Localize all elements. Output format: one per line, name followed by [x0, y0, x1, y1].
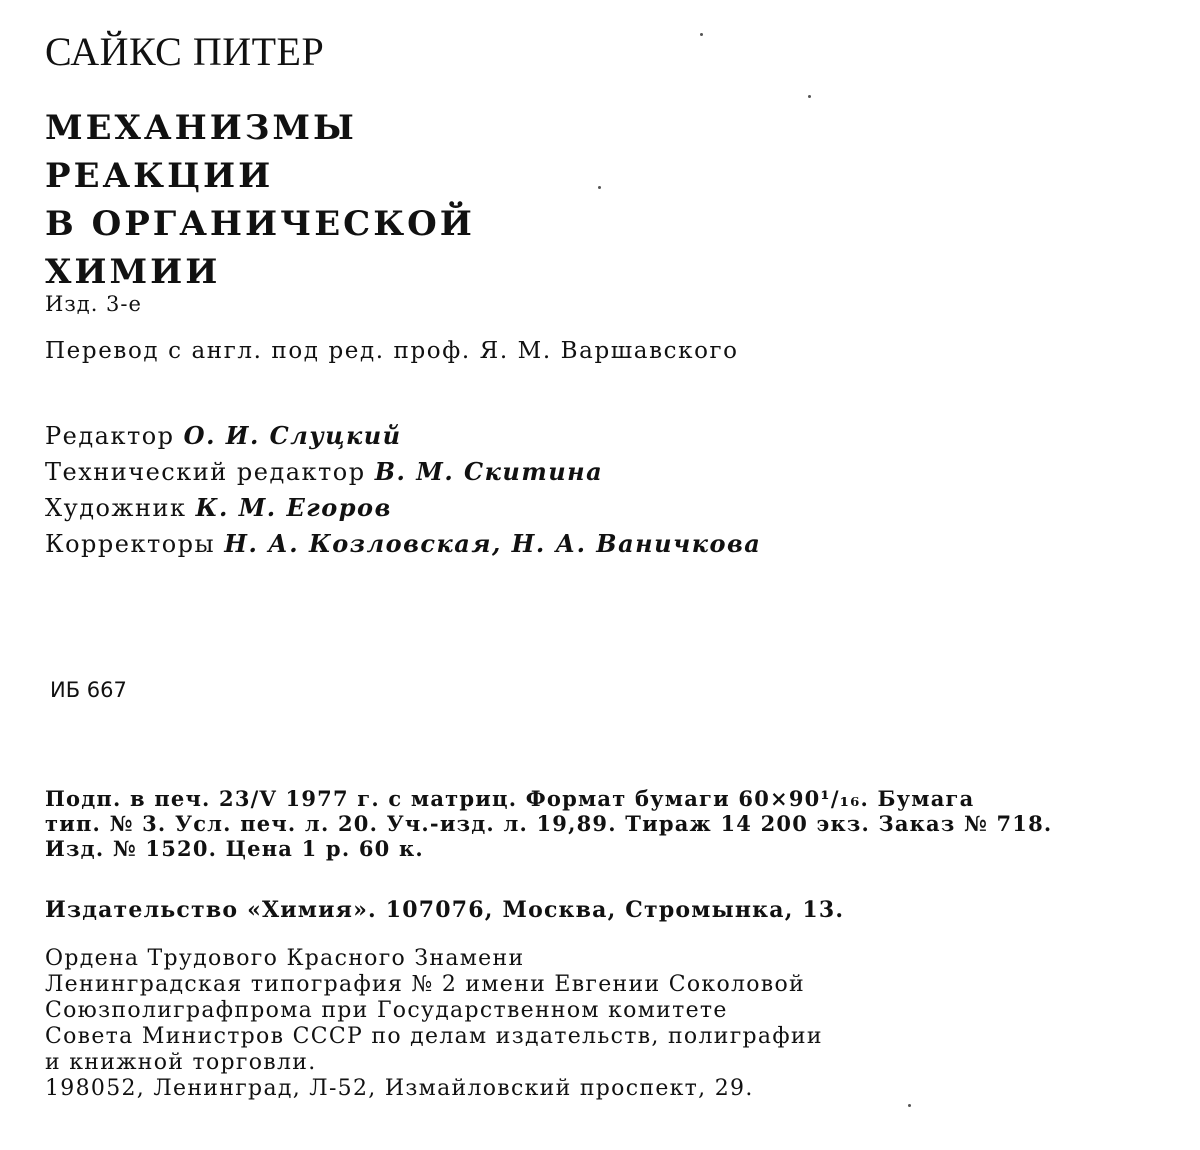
credit-name: О. И. Слуцкий: [183, 421, 402, 450]
title-line: РЕАКЦИИ: [45, 156, 274, 196]
imprint-line: Подп. в печ. 23/V 1977 г. с матриц. Формат бумаги 60×90¹/₁₆. Бумага: [45, 786, 975, 811]
title-line: В ОРГАНИЧЕСКОЙ: [45, 204, 475, 244]
ib-number: ИБ 667: [50, 678, 127, 702]
title-line: МЕХАНИЗМЫ: [45, 108, 357, 148]
scan-speck: [598, 186, 601, 189]
credit-name: Н. А. Козловская, Н. А. Ваничкова: [224, 529, 762, 558]
imprint-line: тип. № 3. Усл. печ. л. 20. Уч.-изд. л. 19,89. Тираж 14 200 экз. Заказ № 718.: [45, 811, 1053, 836]
title-line: ХИМИИ: [45, 252, 221, 292]
printer-line: 198052, Ленинград, Л-52, Измайловский проспект, 29.: [45, 1076, 754, 1101]
credit-line: [45, 418, 761, 454]
printer-line: Ленинградская типография № 2 имени Евгении Соколовой: [45, 972, 805, 997]
printer-line: Совета Министров СССР по делам издательств, полиграфии: [45, 1024, 823, 1049]
edition-note: Изд. 3-е: [45, 292, 142, 316]
author-name: САЙКС ПИТЕР: [45, 29, 325, 74]
credit-line: [45, 490, 761, 526]
printer-block: [45, 946, 823, 1102]
credit-name: В. М. Скитина: [374, 457, 604, 486]
printer-line: Союзполиграфпрома при Государственном комитете: [45, 998, 728, 1023]
printer-line: и книжной торговли.: [45, 1050, 317, 1075]
credits-block: [45, 418, 761, 562]
credit-name: К. М. Егоров: [195, 493, 392, 522]
publisher-line: Издательство «Химия». 107076, Москва, Стромынка, 13.: [45, 897, 845, 923]
credit-line: [45, 526, 761, 562]
scan-speck: [908, 1104, 911, 1107]
credit-role: Корректоры: [45, 530, 216, 558]
printer-line: Ордена Трудового Красного Знамени: [45, 946, 525, 971]
scan-speck: [700, 33, 703, 36]
credit-role: Художник: [45, 494, 187, 522]
imprint-line: Изд. № 1520. Цена 1 р. 60 к.: [45, 836, 424, 861]
translation-note: Перевод с англ. под ред. проф. Я. М. Варшавского: [45, 338, 739, 364]
credit-line: [45, 454, 761, 490]
book-title: [45, 104, 475, 296]
imprint-block: [45, 786, 1052, 861]
credit-role: Технический редактор: [45, 458, 366, 486]
scan-speck: [808, 95, 811, 98]
credit-role: Редактор: [45, 422, 175, 450]
